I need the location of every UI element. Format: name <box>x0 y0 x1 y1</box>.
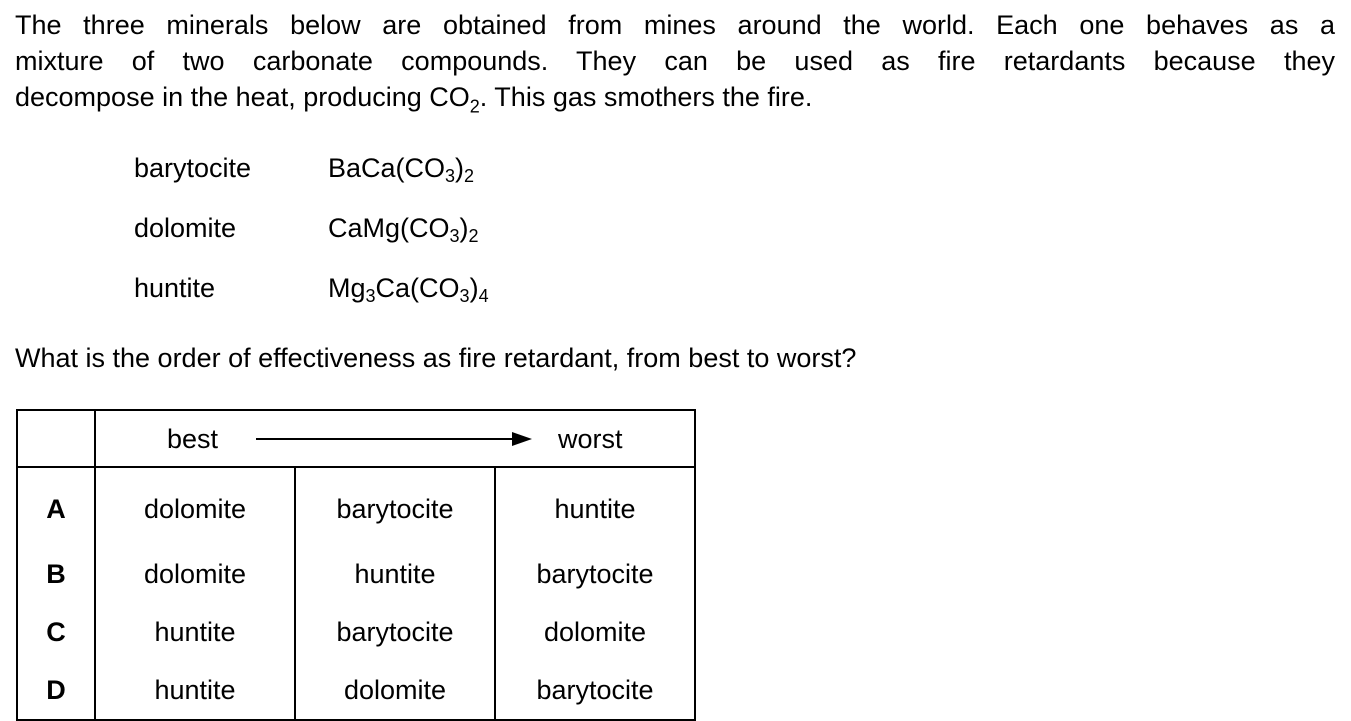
option-cell: dolomite <box>295 661 495 720</box>
option-cell: huntite <box>295 545 495 603</box>
mineral-formula <box>328 210 479 246</box>
formula-subscript: 3 <box>445 166 456 186</box>
intro-line-2: mixture of two carbonate compounds. They can be used as fire retardants because they <box>15 46 1335 76</box>
mineral-name: huntite <box>134 273 216 303</box>
formula-part: Ca(CO <box>375 273 460 303</box>
formula-subscript: 3 <box>365 286 376 306</box>
formula-part: BaCa(CO <box>328 153 446 183</box>
formula-part: ) <box>459 213 469 243</box>
table-row <box>17 467 695 545</box>
formula-subscript: 2 <box>468 226 479 246</box>
formula-subscript: 2 <box>464 166 475 186</box>
table-row <box>17 661 695 720</box>
formula-part: ) <box>455 153 465 183</box>
formula-part: ) <box>469 273 479 303</box>
option-key: C <box>17 603 95 661</box>
option-cell: huntite <box>95 603 295 661</box>
header-best-label: best <box>167 424 219 454</box>
option-cell: barytocite <box>295 467 495 545</box>
intro-line-3-end: . This gas smothers the fire. <box>479 82 813 112</box>
formula-subscript: 3 <box>449 226 460 246</box>
mineral-name: barytocite <box>134 153 252 183</box>
option-key: B <box>17 545 95 603</box>
option-cell: dolomite <box>95 545 295 603</box>
option-cell: barytocite <box>495 545 695 603</box>
mineral-row <box>134 270 734 306</box>
formula-part: Mg <box>328 273 366 303</box>
intro-line-3 <box>15 79 1335 124</box>
mineral-formula <box>328 150 474 186</box>
table-row <box>17 603 695 661</box>
intro-subscript: 2 <box>469 96 480 117</box>
mineral-row <box>134 210 734 246</box>
option-cell: barytocite <box>295 603 495 661</box>
mineral-name: dolomite <box>134 213 237 243</box>
formula-part: CaMg(CO <box>328 213 450 243</box>
option-cell: dolomite <box>95 467 295 545</box>
header-cell <box>95 410 695 467</box>
formula-subscript: 4 <box>478 286 489 306</box>
intro-line-3-text: decompose in the heat, producing CO <box>15 82 470 112</box>
table-row <box>17 545 695 603</box>
intro-line-1: The three minerals below are obtained from mines around the world. Each one behaves as a <box>15 10 1335 40</box>
mineral-formula <box>328 270 489 306</box>
answer-options-table <box>16 409 696 721</box>
option-cell: huntite <box>95 661 295 720</box>
option-cell: dolomite <box>495 603 695 661</box>
option-key: D <box>17 661 95 720</box>
header-empty-cell <box>17 410 95 467</box>
option-cell: barytocite <box>495 661 695 720</box>
question-text: What is the order of effectiveness as fire retardant, from best to worst? <box>15 343 857 373</box>
option-key: A <box>17 467 95 545</box>
right-arrow-icon <box>256 428 532 450</box>
header-worst-label: worst <box>558 424 623 454</box>
intro-paragraph <box>15 7 1335 124</box>
formula-subscript: 3 <box>459 286 470 306</box>
mineral-row <box>134 150 734 186</box>
table-header-row <box>17 410 695 467</box>
option-cell: huntite <box>495 467 695 545</box>
